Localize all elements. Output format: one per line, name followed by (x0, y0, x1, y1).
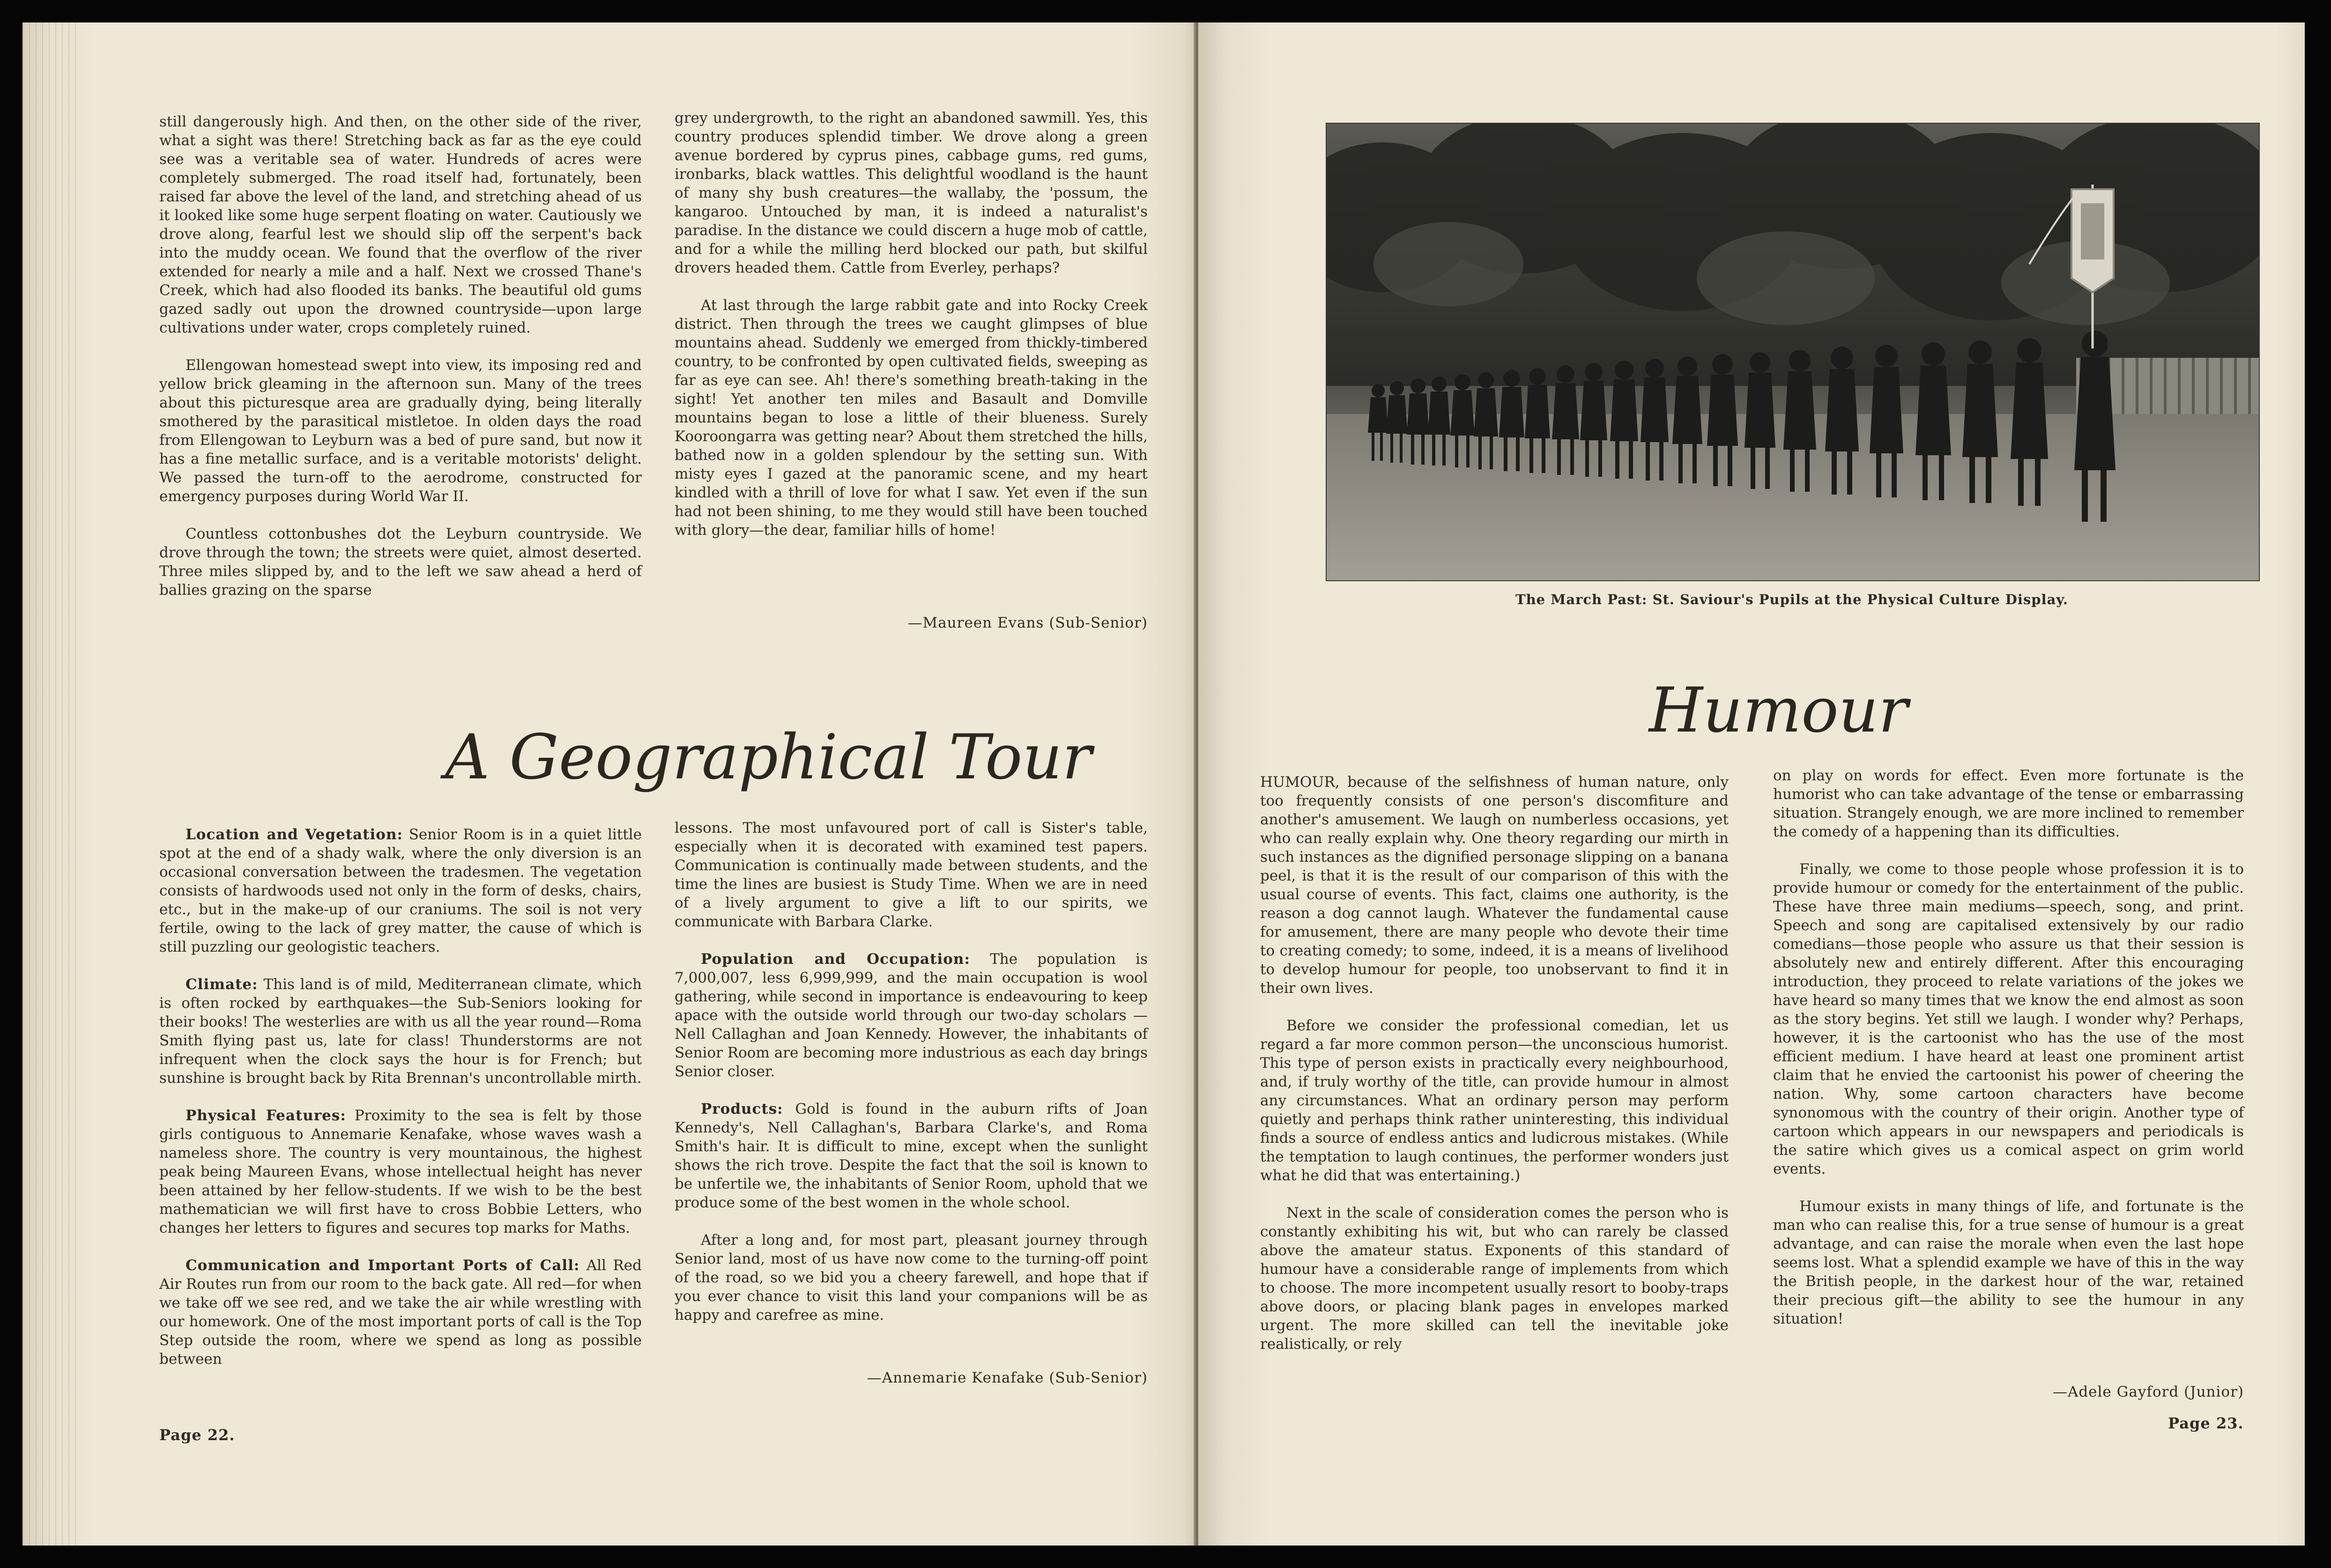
paragraph: Humour exists in many things of life, and fortunate is the man who can realise this, for a true sense of humour is a great advantage, and can raise the morale when even the last hope seems lost. What a splendid example we have of this in the way the British people, in the darkest hour of the war, retained their precious gift—the ability to see the humour in any situation! (1773, 1198, 2244, 1327)
section-heading: Climate: (186, 976, 258, 993)
travel-article-column-2 (675, 109, 1148, 540)
humour-title: Humour (1649, 674, 1908, 747)
paragraph: At last through the large rabbit gate and into Rocky Creek district. Then through the trees we caught glimpses of blue mountains ahead. Suddenly we emerged from thickly-timbered country, to be confronted by open cultivated fields, sweeping as far as eye can see. Ah! there's something breath-taking in the sight! Yet another ten miles and Basault and Domville mountains began to lose a little of their blueness. Surely Kooroongarra was getting near? About them stretched the hills, bathed now in a golden splendour by the setting sun. With misty eyes I gazed at the panoramic scene, and my heart kindled with a thrill of love for what I saw. Yet even if the sun had not been shining, to me they would still have been touched with glory—the dear, familiar hills of home! (675, 297, 1148, 539)
section-text: lessons. The most unfavoured port of call is Sister's table, especially when it is decorated with examined test papers. Communication is continually made between students, and the time the lines are busiest is Study Time. When we are in need of a lively argument to give a lift to our spirits, we communicate with Barbara Clarke. (675, 820, 1148, 930)
section-text: Gold is found in the auburn rifts of Joan Kennedy's, Nell Callaghan's, Barbara Clarke's, and Roma Smith's hair. It is difficult to mine, except when the sunlight shows the rich trove. Despite the fact that the soil is known to be unfertile we, the inhabitants of Senior Room, uphold that we produce some of the best women in the whole school. (675, 1101, 1148, 1211)
geographical-tour-column-1 (159, 825, 642, 1368)
paragraph: Finally, we come to those people whose profession it is to provide humour or comedy for the entertainment of the public. These have three main mediums—speech, song, and print. Speech and song are capitalised extensively by our radio comedians—those people who assure us that their session is absolutely new and entirely different. After this encouraging introduction, they proceed to relate variations of the jokes we have heard so many times that we know the end almost as soon as the story begins. Yet still we laugh. I wonder why? Perhaps, however, it is the cartoonist who has the use of the most efficient medium. I have heard at least one prominent artist claim that he envied the cartoonist his power of cheering the nation. Why, some cartoon characters have become synonomous with the country of their origin. Another type of cartoon which appears in our newspapers and periodicals is the satire which gives us a comical aspect on grim world events. (1773, 861, 2244, 1177)
paragraph (159, 1106, 642, 1237)
paragraph (675, 819, 1148, 931)
march-past-illustration (1327, 124, 2259, 580)
paragraph (159, 975, 642, 1087)
section-text: Proximity to the sea is felt by those girls contiguous to Annemarie Kenafake, whose waves wash a nameless shore. The country is very mountainous, the highest peak being Maureen Evans, whose intellectual height has never been attained by her fellow-students. If we wish to be the best mathematician we will first have to cross Bobbie Letters, who changes her letters to figures and secures top marks for Maths. (159, 1107, 642, 1236)
page-number-right: Page 23. (2168, 1414, 2244, 1432)
paragraph (675, 1231, 1148, 1324)
page-edges-decoration (22, 22, 79, 1546)
humour-column-1 (1260, 773, 1729, 1354)
section-heading: Population and Occupation: (701, 951, 970, 968)
travel-article-column-1 (159, 112, 642, 599)
paragraph: HUMOUR, because of the selfishness of human nature, only too frequently consists of one person's discomfiture and another's amusement. We laugh on numberless occasions, yet who can really explain why. One theory regarding our mirth in such instances as the dignified personage slipping on a banana peel, is that it is the result of our comparison of this with the usual course of events. This fact, claims one authority, is the reason a dog cannot laugh. Whatever the fundamental cause for amusement, there are many people who devote their time to creating comedy; to some, indeed, it is a means of livelihood to develop humour for people, too unobservant to find it in their own lives. (1260, 774, 1729, 997)
section-text: Senior Room is in a quiet little spot at the end of a shady walk, where the only diversion is an occasional conversation between the tradesmen. The vegetation consists of hardwoods used not only in the form of desks, chairs, etc., but in the make-up of our craniums. The soil is not very fertile, owing to the lack of grey matter, the cause of which is still puzzling our geologistic teachers. (159, 826, 642, 955)
paragraph: on play on words for effect. Even more fortunate is the humorist who can take advantage of the tense or embarrassing situation. Strangely enough, we are more inclined to remember the comedy of a happening than its difficulties. (1773, 767, 2244, 840)
geographical-tour-title: A Geographical Tour (445, 721, 1092, 793)
section-text: After a long and, for most part, pleasant journey through Senior land, most of us have now come to the turning-off point of the road, so we bid you a cheery farewell, and hope that if you ever chance to visit this land your companions will be as happy and carefree as mine. (675, 1232, 1148, 1324)
section-text: This land is of mild, Mediterranean climate, which is often rocked by earthquakes—the Sub-Seniors looking for their books! The westerlies are with us all the year round—Roma Smith flying past us, late for class! Thunderstorms are not infrequent when the clock says the hour is for French; but sunshine is brought back by Rita Brennan's uncontrollable mirth. (159, 976, 642, 1087)
paragraph: still dangerously high. And then, on the other side of the river, what a sight was there! Stretching back as far as the eye could see was a veritable sea of water. Hundreds of acres were completely submerged. The road itself had, fortunately, been raised far above the level of the land, and stretching ahead of us it looked like some huge serpent floating on water. Cautiously we drove along, fearful lest we should slip off the serpent's back into the muddy ocean. We found that the overflow of the river extended for nearly a mile and a half. Next we crossed Thane's Creek, which had also flooded its banks. The beautiful old gums gazed sadly out upon the drowned countryside—upon large cultivations under water, crops completely ruined. (159, 113, 642, 336)
humour-column-2 (1773, 766, 2244, 1328)
paragraph (675, 1100, 1148, 1212)
paragraph: grey undergrowth, to the right an abandoned sawmill. Yes, this country produces splendid timber. We drove along a green avenue bordered by cyprus pines, cabbage gums, red gums, ironbarks, black wattles. This delightful woodland is the haunt of many shy bush creatures—the wallaby, the 'possum, the kangaroo. Untouched by man, it is indeed a naturalist's paradise. In the distance we could discern a huge mob of cattle, and for a while the milling herd blocked our path, but skilful drovers headed them. Cattle from Everley, perhaps? (675, 110, 1148, 276)
section-heading: Location and Vegetation: (186, 826, 403, 843)
photo-caption: The March Past: St. Saviour's Pupils at the Physical Culture Display. (1515, 592, 2068, 607)
paragraph (159, 825, 642, 956)
geographical-tour-column-2 (675, 819, 1148, 1324)
section-text: The population is 7,000,007, less 6,999,999, and the main occupation is wool gathering, while second in importance is endeavouring to keep apace with the outside world through our two-day scholars — Nell Callaghan and Joan Kennedy. However, the inhabitants of Senior Room are becoming more industrious as each day brings Senior closer. (675, 951, 1148, 1080)
page-number-left: Page 22. (159, 1426, 235, 1444)
geographical-tour-signature: —Annemarie Kenafake (Sub-Senior) (867, 1369, 1148, 1386)
section-heading: Products: (701, 1101, 783, 1117)
paragraph: Countless cottonbushes dot the Leyburn countryside. We drove through the town; the streets were quiet, almost deserted. Three miles slipped by, and to the left we saw ahead a herd of ballies grazing on the sparse (159, 525, 642, 599)
paragraph (675, 950, 1148, 1081)
paragraph: Ellengowan homestead swept into view, its imposing red and yellow brick gleaming in the afternoon sun. Many of the trees about this picturesque area are gradually dying, being literally smothered by the parasitical mistletoe. In olden days the road from Ellengowan to Leyburn was a bed of pure sand, but now it has a fine metallic surface, and is a veritable motorists' delight. We passed the turn-off to the aerodrome, constructed for emergency purposes during World War II. (159, 357, 642, 505)
section-text: All Red Air Routes run from our room to the back gate. All red—for when we take off we see red, and we take the air while wrestling with our homework. One of the most important ports of call is the Top Step outside the room, where we spend as long as possible between (159, 1257, 642, 1368)
humour-signature: —Adele Gayford (Junior) (2052, 1383, 2244, 1400)
section-heading: Communication and Important Ports of Call: (186, 1257, 580, 1274)
paragraph: Next in the scale of consideration comes the person who is constantly exhibiting his wit, but who can rarely be classed above the amateur status. Exponents of this standard of humour have a considerable range of implements from which to choose. The more incompetent usually resort to booby-traps above doors, or placing blank pages in envelopes marked urgent. The more skilled can tell the inevitable joke realistically, or rely (1260, 1205, 1729, 1353)
section-heading: Physical Features: (186, 1107, 346, 1124)
travel-article-signature: —Maureen Evans (Sub-Senior) (907, 614, 1148, 631)
paragraph: Before we consider the professional comedian, let us regard a far more common person—the unconscious humorist. This type of person exists in practically every neighbourhood, and, if truly worthy of the title, can provide humour in almost any circumstances. What an ordinary person may perform quietly and perhaps think rather uninteresting, this individual finds a source of endless antics and ludicrous mistakes. (While the temptation to laugh continues, the performer wonders just what he did that was entertaining.) (1260, 1017, 1729, 1184)
march-past-photograph (1326, 123, 2260, 581)
paragraph (159, 1256, 642, 1368)
